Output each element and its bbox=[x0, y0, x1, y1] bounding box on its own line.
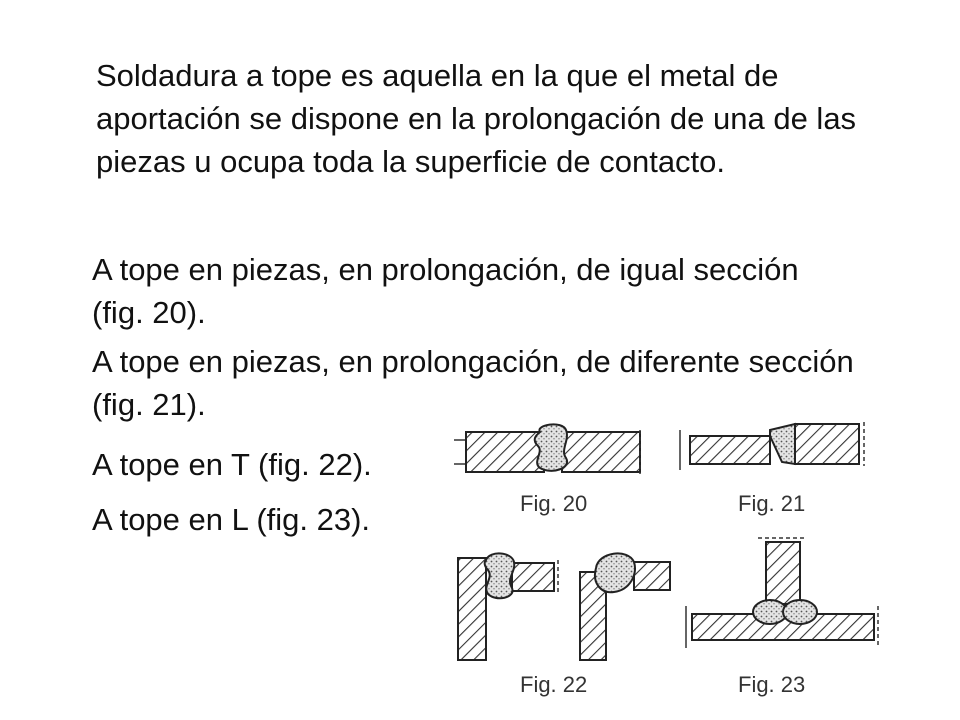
fig-21-drawing bbox=[680, 422, 864, 470]
fig-22-drawing bbox=[458, 553, 558, 660]
fig-21-label: Fig. 21 bbox=[738, 491, 806, 516]
fig-20-label: Fig. 20 bbox=[520, 491, 588, 516]
fig-20-drawing bbox=[454, 424, 640, 474]
bullet-butt-equal-section: A tope en piezas, en prolongación, de igual sección (fig. 20). bbox=[92, 252, 799, 330]
bullet-butt-l-joint: A tope en L (fig. 23). bbox=[92, 502, 371, 537]
corner-weld-drawing bbox=[580, 553, 670, 660]
bullet-butt-t-joint: A tope en T (fig. 22). bbox=[92, 447, 372, 482]
bullet-butt-different-section: A tope en piezas, en prolongación, de diferente sección (fig. 21). bbox=[92, 344, 854, 422]
fig-23-drawing bbox=[686, 538, 878, 648]
fig-22-label: Fig. 22 bbox=[520, 672, 588, 697]
intro-paragraph: Soldadura a tope es aquella en la que el metal de aportación se dispone en la prolongación de una de las piezas u ocupa toda la superficie de contacto. bbox=[96, 58, 857, 179]
fig-23-label: Fig. 23 bbox=[738, 672, 806, 697]
